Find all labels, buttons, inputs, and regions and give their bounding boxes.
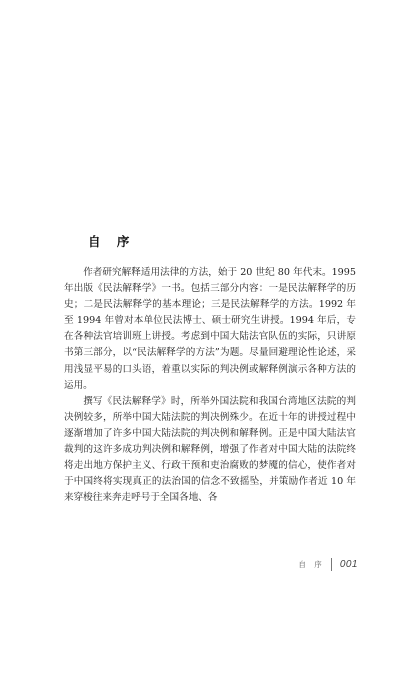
page-number: 001 [339, 558, 358, 570]
section-heading: 自 序 [88, 234, 136, 249]
body-text [64, 265, 356, 506]
paragraph-1: 作者研究解释适用法律的方法，始于 20 世纪 80 年代末。1995 年出版《民法解释学》一书。包括三部分内容：一是民法解释学的历史；二是民法解释学的基本理论；三是民法解释学的方法。1992 年至 1994 年曾对本单位民法博士、硕士研究生讲授。1994 年后，专在各种法官培训班上讲授。考虑到中国大陆法官队伍的实际，只讲原书第三部分，以“民法解释学的方法”为题。尽量回避理论性论述，采用浅显平易的口头语，着重以实际的判决例或解释例演示各种方法的运用。 [64, 267, 356, 391]
paragraph-2: 撰写《民法解释学》时，所举外国法院和我国台湾地区法院的判决例较多，所举中国大陆法院的判决例殊少。在近十年的讲授过程中逐渐增加了许多中国大陆法院的判决例和解释例。正是中国大陆法官裁判的这许多成功判决例和解释例，增强了作者对中国大陆的法院终将走出地方保护主义、行政干预和吏治腐败的梦魇的信心，使作者对于中国终将实现真正的法治国的信念不致摇坠，并策励作者近 10 年来穿梭往来奔走呼号于全国各地、各 [64, 395, 356, 504]
running-head: 自 序 [298, 559, 325, 569]
page-footer [298, 557, 358, 571]
footer-divider [331, 558, 332, 571]
